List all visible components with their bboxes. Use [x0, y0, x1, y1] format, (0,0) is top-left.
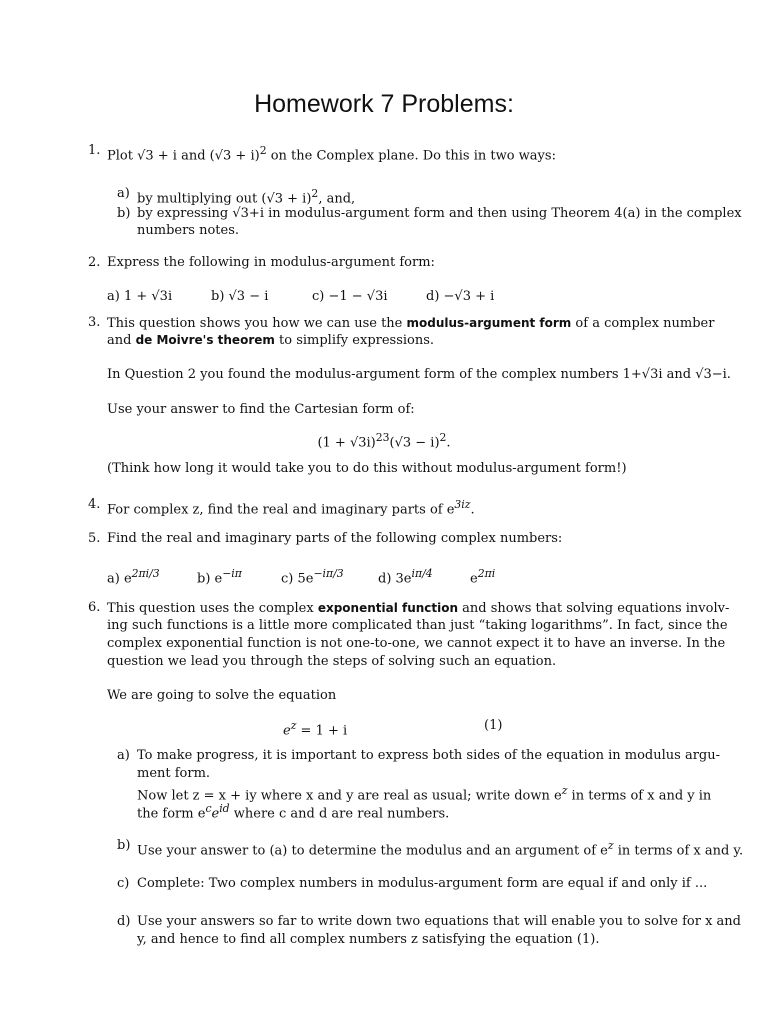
- problem-2-part-d: d) −√3 + i: [426, 289, 495, 304]
- problem-6-line-2: ing such functions is a little more complicated than just “taking logarithms”. In fact, since the: [107, 618, 728, 633]
- problem-6b-text: Use your answer to (a) to determine the modulus and an argument of $e^z$ in terms of x and y.: [137, 839, 744, 859]
- problem-6-equation-number: (1): [484, 718, 503, 733]
- page-title: Homework 7 Problems:: [254, 90, 514, 118]
- problem-3-equation: $(1 + √3i)^{23}(√3 - i)^2$.: [317, 431, 451, 451]
- problem-6-line-3: complex exponential function is not one-to-one, we cannot expect it to have an inverse. In the: [107, 636, 726, 651]
- problem-2-part-b: b) √3 − i: [211, 289, 269, 304]
- problem-3-line-3: In Question 2 you found the modulus-argument form of the complex numbers 1+√3i and √3−i.: [107, 367, 731, 382]
- problem-2-part-c: c) −1 − √3i: [312, 289, 388, 304]
- problem-3-line-4: Use your answer to find the Cartesian form of:: [107, 402, 415, 417]
- problem-4-statement: For complex z, find the real and imaginary parts of $e^{3iz}$.: [107, 498, 475, 518]
- problem-5-part-d: d) $3e^{i\pi/4}$: [378, 567, 433, 587]
- problem-5-part-c: c) $5e^{-i\pi/3}$: [281, 567, 344, 587]
- problem-5-part-b: b) $e^{-i\pi}$: [197, 567, 242, 587]
- problem-6c-label: c): [117, 876, 130, 891]
- problem-6-line-5: We are going to solve the equation: [107, 688, 337, 703]
- problem-4-number: 4.: [88, 497, 101, 512]
- problem-1-number: 1.: [88, 143, 101, 158]
- problem-5-part-a: a) $e^{2\pi i/3}$: [107, 567, 160, 587]
- problem-1a-text: by multiplying out $(√3 + i)^2$, and,: [137, 187, 356, 207]
- problem-1b-line-2: numbers notes.: [137, 223, 240, 238]
- problem-6a-line-1: To make progress, it is important to express both sides of the equation in modulus argu-: [137, 748, 721, 763]
- problem-3-line-1: This question shows you how we can use the modulus-argument form of a complex number: [107, 316, 715, 331]
- problem-6-line-4: question we lead you through the steps of solving such an equation.: [107, 654, 557, 669]
- problem-2-number: 2.: [88, 255, 101, 270]
- problem-6d-label: d): [117, 914, 131, 929]
- problem-3-line-5: (Think how long it would take you to do this without modulus-argument form!): [107, 461, 627, 476]
- problem-3-line-2: and de Moivre's theorem to simplify expressions.: [107, 333, 435, 348]
- problem-6d-line-2: y, and hence to find all complex numbers z satisfying the equation (1).: [137, 932, 600, 947]
- problem-6d-line-1: Use your answers so far to write down two equations that will enable you to solve for x and: [137, 914, 741, 929]
- problem-1a-label: a): [117, 186, 130, 201]
- problem-6a-line-2: ment form.: [137, 766, 211, 781]
- problem-6a-line-3: Now let z = x + iy where x and y are real as usual; write down $e^z$ in terms of x and y in: [137, 784, 712, 804]
- problem-6a-label: a): [117, 748, 130, 763]
- problem-5-part-e: $e^{2\pi i}$: [470, 567, 496, 587]
- problem-1b-line-1: by expressing √3+i in modulus-argument form and then using Theorem 4(a) in the complex: [137, 206, 742, 221]
- problem-3-number: 3.: [88, 315, 101, 330]
- problem-6a-line-4: the form $e^ce^{id}$ where c and d are real numbers.: [137, 802, 450, 822]
- problem-6c-text: Complete: Two complex numbers in modulus-argument form are equal if and only if ...: [137, 876, 708, 891]
- problem-6-equation: $e^z = 1 + i$: [283, 719, 348, 739]
- problem-2-statement: Express the following in modulus-argument form:: [107, 255, 435, 270]
- problem-6b-label: b): [117, 838, 131, 853]
- problem-2-part-a: a) 1 + √3i: [107, 289, 173, 304]
- problem-5-statement: Find the real and imaginary parts of the following complex numbers:: [107, 531, 563, 546]
- problem-1b-label: b): [117, 206, 131, 221]
- problem-6-number: 6.: [88, 600, 101, 615]
- problem-1-statement: Plot √3 + i and $(√3 + i)^2$ on the Complex plane. Do this in two ways:: [107, 144, 556, 164]
- problem-5-number: 5.: [88, 531, 101, 546]
- problem-6-line-1: This question uses the complex exponential function and shows that solving equations involv-: [107, 601, 730, 616]
